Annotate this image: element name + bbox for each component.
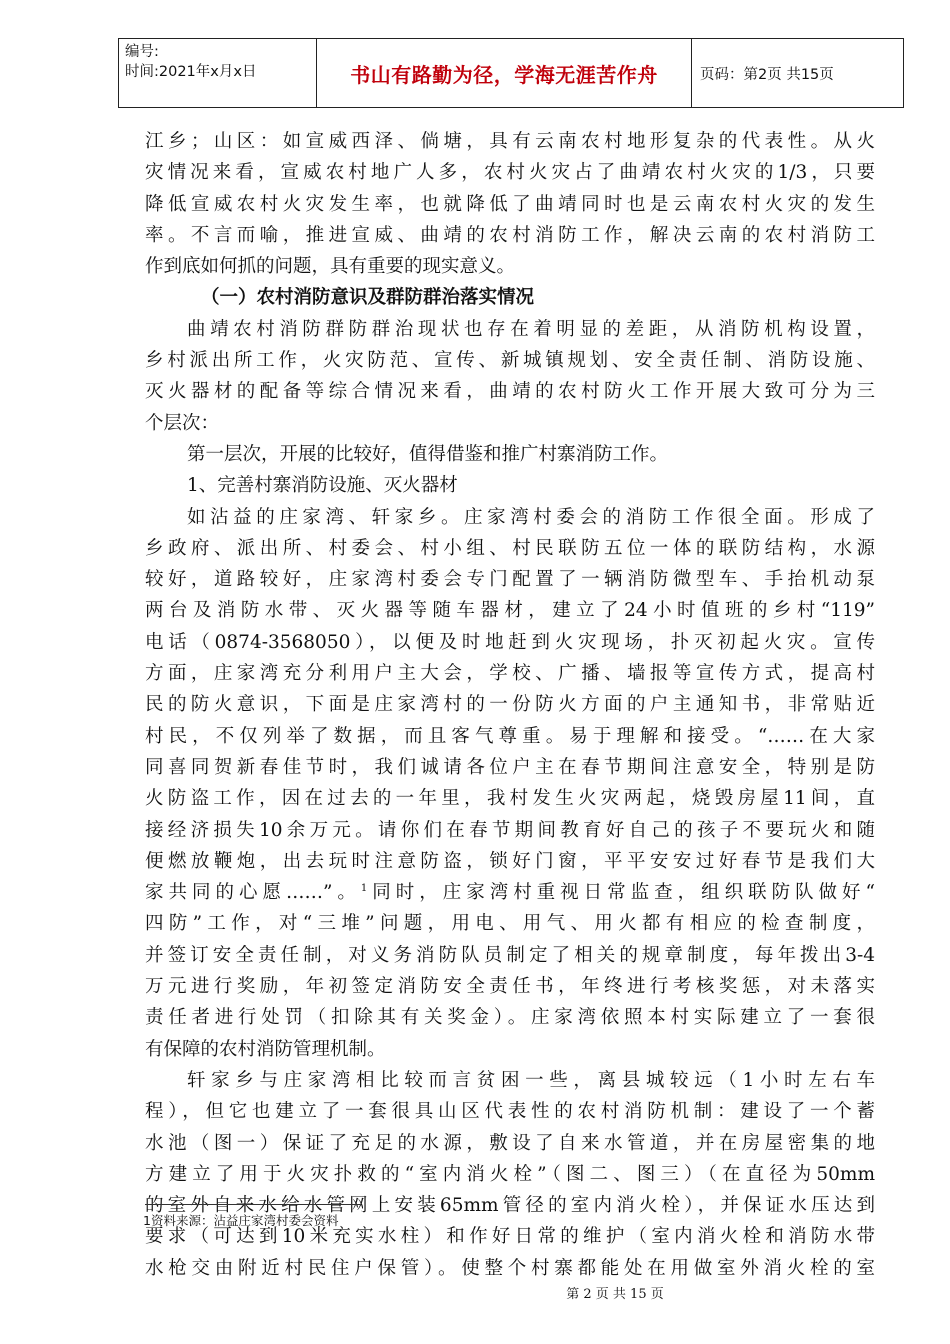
body-line: 程），但它也建立了一套很具山区代表性的农村消防机制：建设了一个蓄 (145, 1101, 875, 1123)
body-line: 曲靖农村消防群防群治现状也存在着明显的差距，从消防机构设置， (187, 318, 875, 340)
body-line: 第一层次，开展的比较好，值得借鉴和推广村寨消防工作。 (187, 443, 669, 465)
section-heading: （一）农村消防意识及群防群治落实情况 (201, 287, 535, 309)
body-line: 两台及消防水带、灭火器等随车器材，建立了24小时值班的乡村“119” (145, 600, 875, 622)
document-body (145, 126, 875, 1284)
serial-label: 编号: (125, 44, 159, 60)
body-line: 轩家乡与庄家湾相比较而言贫困一些，离县城较远（1小时左右车 (187, 1069, 875, 1091)
footnote-divider (145, 1204, 360, 1205)
body-line: 水池（图一）保证了充足的水源，敷设了自来水管道，并在房屋密集的地 (145, 1132, 875, 1154)
quote-end: 家共同的心愿……”。 (145, 882, 361, 904)
body-line: 村民，不仅列举了数据，而且客气尊重。易于理解和接受。“……在大家 (145, 725, 875, 747)
header-motto-cell (317, 39, 692, 107)
body-line: 同喜同贺新春佳节时，我们诚请各位户主在春节期间注意安全，特别是防 (145, 756, 875, 778)
header-meta-cell (119, 39, 317, 107)
body-line: 火防盗工作，因在过去的一年里，我村发生火灾两起，烧毁房屋11间，直 (145, 788, 875, 810)
body-line: 水枪交由附近村民住户保管）。使整个村寨都能处在用做室外消火栓的室 (145, 1257, 875, 1279)
body-line: 乡村派出所工作，火灾防范、宣传、新城镇规划、安全责任制、消防设施、 (145, 350, 875, 372)
body-line-with-footnote (145, 877, 875, 908)
header-motto: 书山有路勤为径，学海无涯苦作舟 (350, 62, 658, 87)
body-line: 万元进行奖励，年初签定消防安全责任书，年终进行考核奖惩，对未落实 (145, 976, 875, 998)
body-line: 如沾益的庄家湾、轩家乡。庄家湾村委会的消防工作很全面。形成了 (187, 506, 875, 528)
body-line: 灭火器材的配备等综合情况来看，曲靖的农村防火工作开展大致可分为三 (145, 381, 875, 403)
body-line: 较好，道路较好，庄家湾村委会专门配置了一辆消防微型车、手抬机动泵 (145, 569, 875, 591)
body-line: 率。不言而喻，推进宣威、曲靖的农村消防工作，解决云南的农村消防工 (145, 224, 875, 246)
body-line: 要求（可达到10米充实水柱）和作好日常的维护（室内消火栓和消防水带 (145, 1226, 875, 1248)
page-header (118, 38, 904, 108)
body-line: 的室外自来水给水管网上安装65mm管径的室内消火栓），并保证水压达到 (145, 1195, 875, 1217)
body-line: 电话（0874-3568050），以便及时地赶到火灾现场，扑灭初起火灾。宣传 (145, 631, 875, 653)
footnote: 1资料来源：沾益庄家湾村委会资料 (143, 1213, 339, 1228)
body-line: 民的防火意识，下面是庄家湾村的一份防火方面的户主通知书，非常贴近 (145, 694, 875, 716)
body-line: 江乡；山区：如宣威西泽、倘塘，具有云南农村地形复杂的代表性。从火 (145, 131, 875, 152)
body-line: 作到底如何抓的问题，具有重要的现实意义。 (145, 256, 516, 278)
body-line: 接经济损失10余万元。请你们在春节期间教育好自己的孩子不要玩火和随 (145, 819, 875, 841)
footnote-marker: 1 (360, 882, 368, 894)
header-page-label: 页码：第2页 共15页 (700, 66, 834, 83)
body-line: 便燃放鞭炮，出去玩时注意防盗，锁好门窗，平平安安过好春节是我们大 (145, 850, 875, 872)
body-line: 方面，庄家湾充分利用户主大会，学校、广播、墙报等宣传方式，提高村 (145, 663, 875, 685)
body-line: 方建立了用于火灾扑救的“室内消火栓”（图二、图三）（在直径为50mm (145, 1163, 875, 1185)
body-line: 四防”工作，对“三堆”问题，用电、用气、用火都有相应的检查制度， (145, 913, 875, 935)
time-label: 时间:2021年x月x日 (125, 64, 257, 80)
page-footer: 第 2 页 共 15 页 (566, 1287, 664, 1302)
quote-continuation: 同时，庄家湾村重视日常监查，组织联防队做好“ (367, 882, 875, 904)
body-line: 灾情况来看，宣威农村地广人多，农村火灾占了曲靖农村火灾的1/3，只要 (145, 162, 875, 184)
body-line: 降低宣威农村火灾发生率，也就降低了曲靖同时也是云南农村火灾的发生 (145, 193, 875, 215)
body-line: 有保障的农村消防管理机制。 (145, 1038, 386, 1060)
header-page-cell (692, 39, 903, 107)
body-line: 并签订安全责任制，对义务消防队员制定了相关的规章制度，每年拨出3-4 (145, 944, 875, 966)
body-line: 乡政府、派出所、村委会、村小组、村民联防五位一体的联防结构，水源 (145, 537, 875, 559)
body-line: 责任者进行处罚（扣除其有关奖金）。庄家湾依照本村实际建立了一套很 (145, 1007, 875, 1029)
subheading: 1、完善村寨消防设施、灭火器材 (187, 475, 458, 497)
body-line: 个层次： (145, 412, 220, 434)
